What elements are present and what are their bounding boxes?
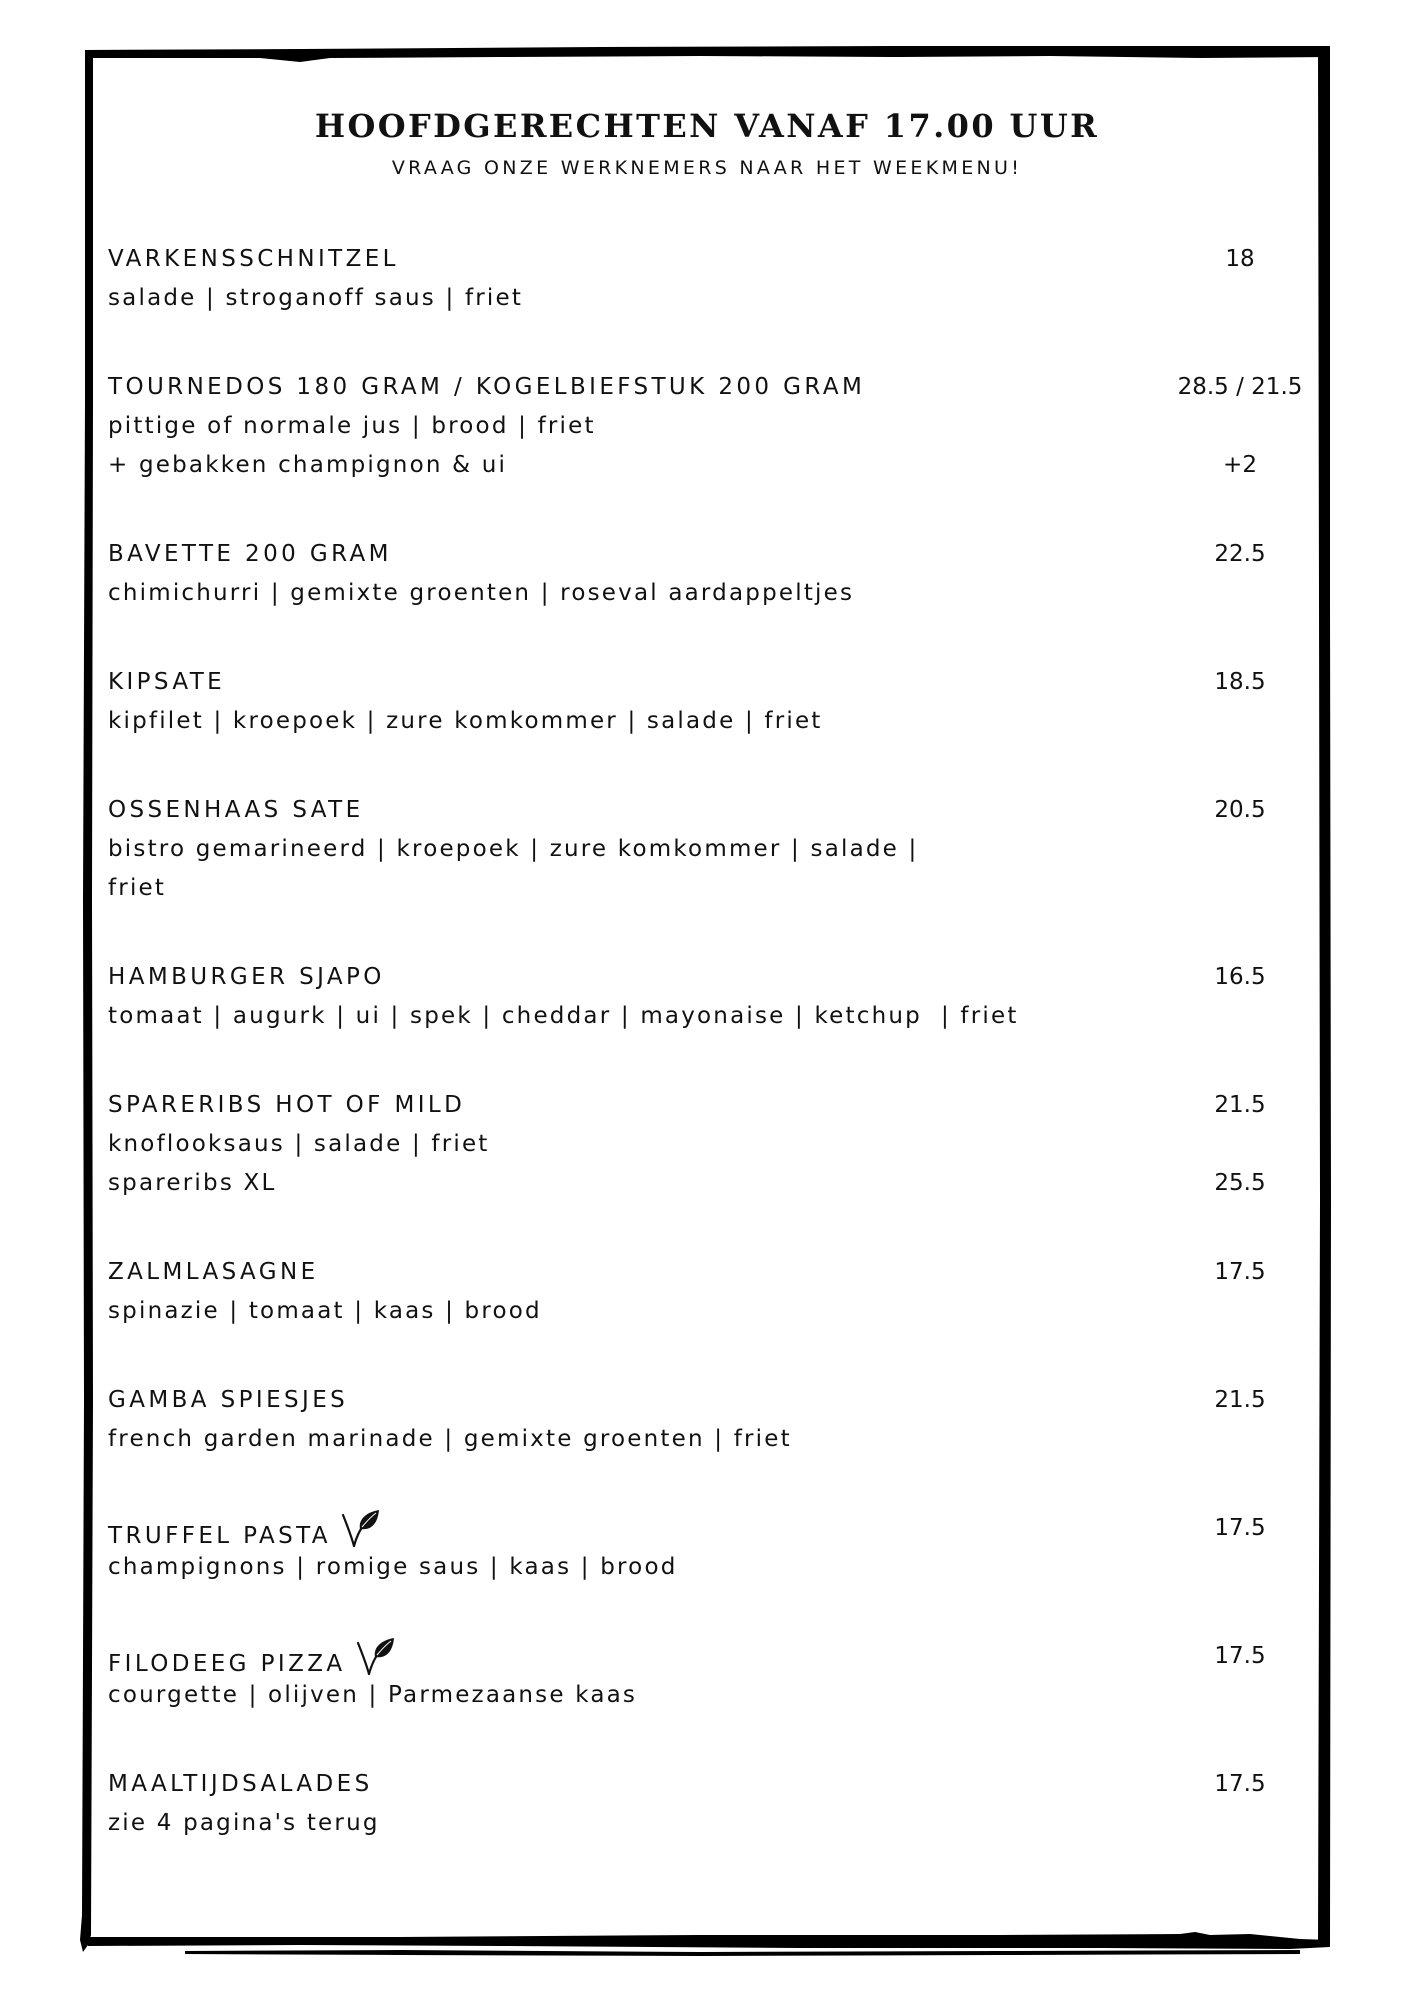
menu-item-description-line: [108, 446, 1330, 485]
menu-item-name: [108, 1253, 319, 1292]
menu-item-description: courgette | olijven | Parmezaanse kaas: [108, 1682, 638, 1708]
menu-item-description: spareribs XL: [108, 1170, 277, 1196]
menu-item-name-text: TOURNEDOS 180 GRAM / KOGELBIEFSTUK 200 GRAM: [108, 374, 866, 400]
menu-item: [108, 791, 1330, 908]
menu-item-heading: [108, 240, 1330, 279]
menu-item-price: 21.5: [1214, 1092, 1266, 1118]
menu-item-description: salade | stroganoff saus | friet: [108, 285, 524, 311]
menu-item-name-text: VARKENSSCHNITZEL: [108, 246, 399, 272]
menu-item-description-line: [108, 1292, 1330, 1331]
menu-item: [108, 1381, 1330, 1459]
menu-item-description: knoflooksaus | salade | friet: [108, 1131, 490, 1157]
menu-item-description-line: [108, 279, 1330, 318]
menu-item-description-line: [108, 702, 1330, 741]
menu-item-description-line: [108, 997, 1330, 1036]
menu-item-price: 17.5: [1214, 1515, 1266, 1541]
menu-item-name: [108, 368, 865, 407]
menu-item-name-text: GAMBA SPIESJES: [108, 1387, 349, 1413]
menu-item-name: [108, 535, 392, 574]
menu-item-heading: [108, 1509, 1330, 1548]
menu-item-name: [108, 958, 385, 997]
menu-item-name-text: OSSENHAAS SATE: [108, 797, 364, 823]
menu-item: [108, 535, 1330, 613]
menu-item-price: 16.5: [1214, 964, 1266, 990]
menu-item: [108, 368, 1330, 485]
menu-item-name: [108, 1381, 348, 1420]
menu-item-description-line: [108, 574, 1330, 613]
menu-item-description-line: [108, 869, 1330, 908]
frame-top-border: [85, 46, 1330, 62]
menu-item-name: [108, 240, 399, 279]
menu-list: [108, 240, 1330, 1893]
vegetarian-leaf-icon: [356, 1637, 396, 1677]
menu-item-extra-price: 25.5: [1214, 1170, 1266, 1196]
menu-item-name: [108, 1765, 373, 1804]
menu-item-price: 20.5: [1214, 797, 1266, 823]
menu-item: [108, 1637, 1330, 1715]
menu-item-description: friet: [108, 875, 167, 901]
menu-item-description-line: [108, 1164, 1330, 1203]
frame-bottom-border: [88, 1932, 1330, 1949]
menu-item-name: [108, 791, 364, 830]
menu-item-description: spinazie | tomaat | kaas | brood: [108, 1298, 542, 1324]
menu-item: [108, 958, 1330, 1036]
frame-bottom-stroke: [185, 1950, 1300, 1956]
menu-item-heading: [108, 1637, 1330, 1676]
menu-item-heading: [108, 1253, 1330, 1292]
menu-item-description: tomaat | augurk | ui | spek | cheddar | mayonaise | ketchup | friet: [108, 1003, 1019, 1029]
menu-item-description: kipfilet | kroepoek | zure komkommer | salade | friet: [108, 708, 823, 734]
menu-item-heading: [108, 958, 1330, 997]
frame-left-border: [80, 50, 93, 1952]
menu-item-description-line: [108, 1804, 1330, 1843]
menu-item-price: 17.5: [1214, 1259, 1266, 1285]
menu-item-price: 22.5: [1214, 541, 1266, 567]
page-subtitle: VRAAG ONZE WERKNEMERS NAAR HET WEEKMENU!: [391, 157, 1023, 179]
menu-item-price: 17.5: [1214, 1771, 1266, 1797]
menu-item-name-text: HAMBURGER SJAPO: [108, 964, 385, 990]
menu-item-name-text: FILODEEG PIZZA: [108, 1651, 346, 1677]
menu-item-description-line: [108, 1420, 1330, 1459]
menu-item-description-line: [108, 830, 1330, 869]
menu-item-extra-price: +2: [1223, 452, 1257, 478]
menu-item-price: 17.5: [1214, 1643, 1266, 1669]
menu-item-heading: [108, 1381, 1330, 1420]
menu-item-name: [108, 663, 225, 702]
menu-item-price: 21.5: [1214, 1387, 1266, 1413]
menu-item-name-text: MAALTIJDSALADES: [108, 1771, 373, 1797]
menu-item-description: + gebakken champignon & ui: [108, 452, 508, 478]
menu-item-description: chimichurri | gemixte groenten | roseval aardappeltjes: [108, 580, 855, 606]
menu-item-heading: [108, 1765, 1330, 1804]
menu-item-description-line: [108, 1676, 1330, 1715]
menu-item-description-line: [108, 1548, 1330, 1587]
menu-item-name-text: SPARERIBS HOT OF MILD: [108, 1092, 466, 1118]
menu-item-name-text: BAVETTE 200 GRAM: [108, 541, 392, 567]
menu-item-description: zie 4 pagina's terug: [108, 1810, 380, 1836]
menu-item-description: bistro gemarineerd | kroepoek | zure komkommer | salade |: [108, 836, 919, 862]
menu-item-heading: [108, 663, 1330, 702]
menu-item-name-text: KIPSATE: [108, 669, 226, 695]
menu-item-description: pittige of normale jus | brood | friet: [108, 413, 596, 439]
menu-item-name-text: TRUFFEL PASTA: [108, 1523, 331, 1549]
menu-item-description: champignons | romige saus | kaas | brood: [108, 1554, 678, 1580]
page-title: HOOFDGERECHTEN VANAF 17.00 UUR: [314, 107, 1100, 145]
menu-item-price: 18.5: [1214, 669, 1266, 695]
menu-item-heading: [108, 791, 1330, 830]
menu-item-price: 28.5 / 21.5: [1177, 374, 1303, 400]
menu-item-price: 18: [1225, 246, 1255, 272]
menu-item-heading: [108, 1086, 1330, 1125]
menu-item-description-line: [108, 407, 1330, 446]
menu-item: [108, 1765, 1330, 1843]
menu-item: [108, 663, 1330, 741]
menu-item-name-text: ZALMLASAGNE: [108, 1259, 319, 1285]
menu-item-name: [108, 1086, 465, 1125]
menu-item-heading: [108, 368, 1330, 407]
menu-item: [108, 1509, 1330, 1587]
menu-item: [108, 1253, 1330, 1331]
menu-item-description: french garden marinade | gemixte groenten | friet: [108, 1426, 792, 1452]
menu-item: [108, 1086, 1330, 1203]
menu-item-description-line: [108, 1125, 1330, 1164]
menu-item: [108, 240, 1330, 318]
menu-item-heading: [108, 535, 1330, 574]
vegetarian-leaf-icon: [341, 1509, 381, 1549]
